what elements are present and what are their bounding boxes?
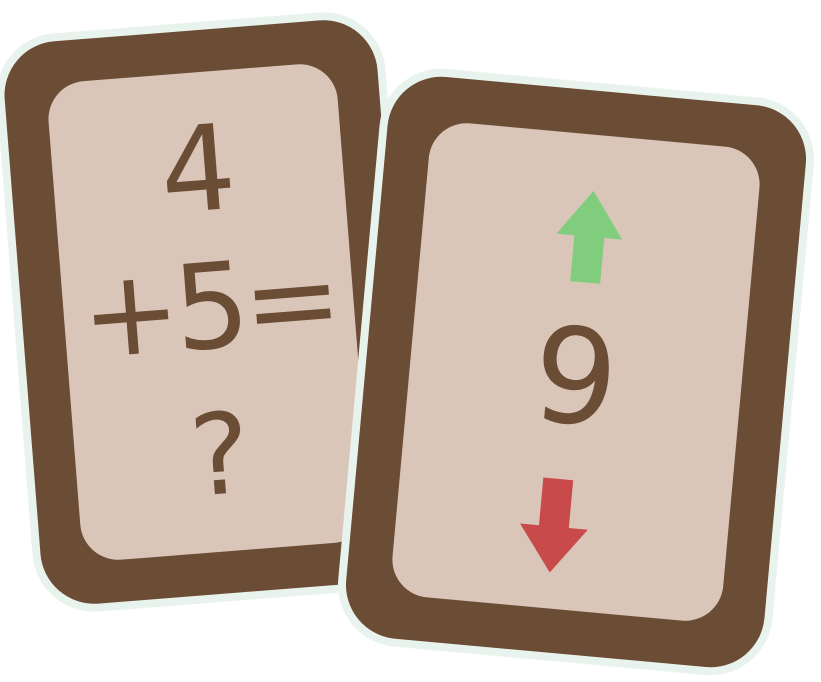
arrow-down-icon[interactable] xyxy=(514,474,595,578)
answer-value: 9 xyxy=(526,297,625,459)
question-second-operand: +5= xyxy=(76,228,342,386)
question-first-operand: 4 xyxy=(154,97,241,242)
arrow-up-icon[interactable] xyxy=(550,186,628,288)
question-mark: ? xyxy=(185,388,256,523)
answer-card[interactable] xyxy=(333,63,820,680)
